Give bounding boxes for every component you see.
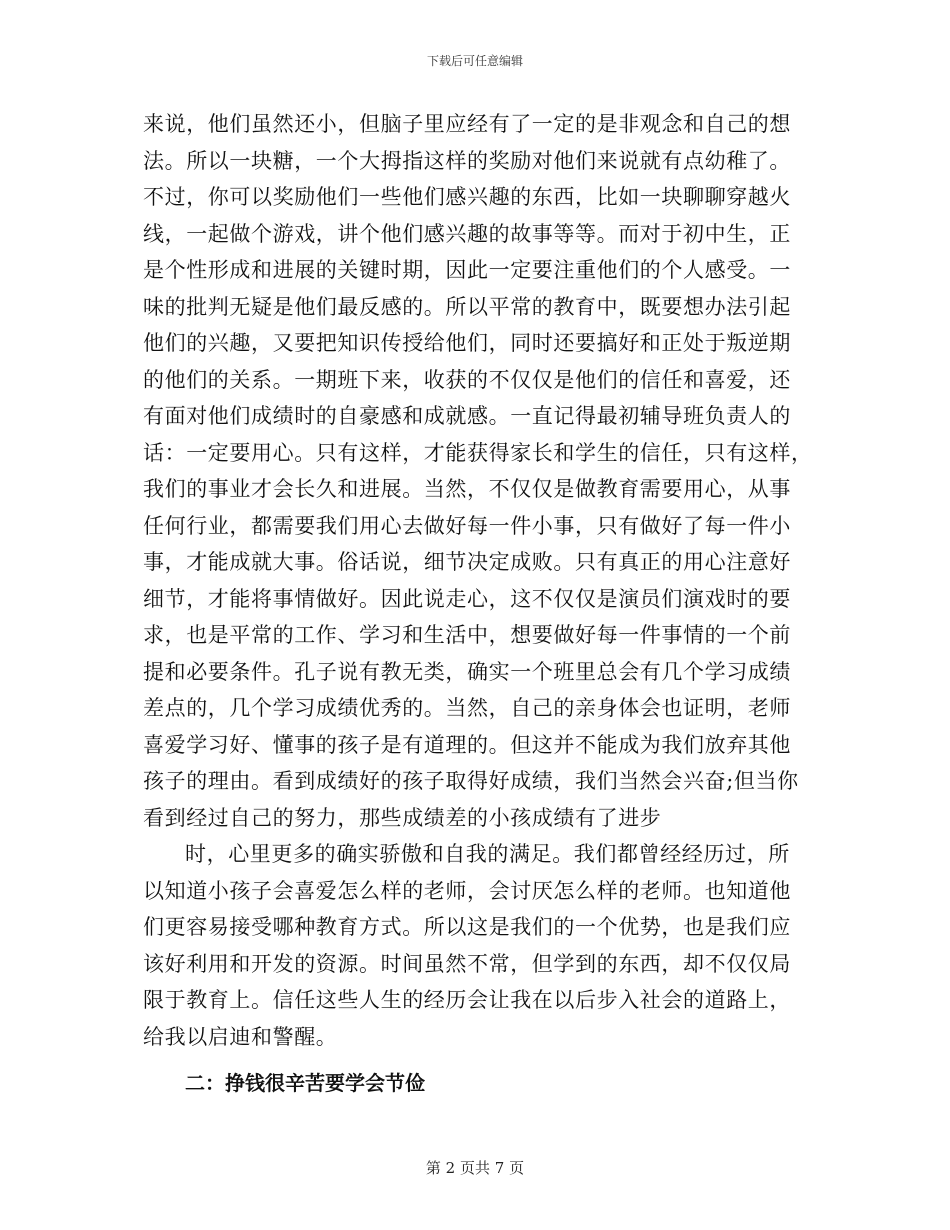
- text-line: 我们的事业才会长久和进展。当然，不仅仅是做教育需要用心，从事: [143, 477, 791, 501]
- text-line: 给我以启迪和警醒。: [143, 1024, 338, 1049]
- text-line: 提和必要条件。孔子说有教无类，确实一个班里总会有几个学习成绩: [143, 659, 791, 684]
- text-line: 他们的兴趣，又要把知识传授给他们，同时还要搞好和正处于叛逆期: [143, 331, 791, 355]
- text-line: 该好利用和开发的资源。时间虽然不常，但学到的东西，却不仅仅局: [143, 951, 791, 976]
- text-line: 的他们的关系。一期班下来，收获的不仅仅是他们的信任和喜爱，还: [143, 367, 791, 392]
- text-line: 法。所以一块糖，一个大拇指这样的奖励对他们来说就有点幼稚了。: [143, 148, 791, 173]
- text-line: 们更容易接受哪种教育方式。所以这是我们的一个优势，也是我们应: [143, 915, 791, 939]
- text-line: 求，也是平常的工作、学习和生活中，想要做好每一件事情的一个前: [143, 623, 791, 647]
- text-line: 来说，他们虽然还小，但脑子里应经有了一定的是非观念和自己的想: [143, 112, 791, 136]
- text-line: 味的批判无疑是他们最反感的。所以平常的教育中，既要想办法引起: [143, 294, 791, 319]
- text-line: 线，一起做个游戏，讲个他们感兴趣的故事等等。而对于初中生，正: [143, 221, 791, 246]
- paragraph-1: [143, 106, 813, 836]
- text-line: 喜爱学习好、懂事的孩子是有道理的。但这并不能成为我们放弃其他: [143, 732, 791, 757]
- page-number: 第 2 页共 7 页: [425, 1159, 525, 1177]
- document-body: [143, 106, 813, 1101]
- text-line: 话：一定要用心。只有这样，才能获得家长和学生的信任，只有这样，: [143, 440, 813, 465]
- text-line: 不过，你可以奖励他们一些他们感兴趣的东西，比如一块聊聊穿越火: [143, 185, 791, 209]
- text-line: 孩子的理由。看到成绩好的孩子取得好成绩，我们当然会兴奋;但当你: [143, 769, 799, 793]
- text-line: 限于教育上。信任这些人生的经历会让我在以后步入社会的道路上，: [143, 988, 791, 1012]
- text-line: 细节，才能将事情做好。因此说走心，这不仅仅是演员们演戏时的要: [143, 586, 791, 611]
- paragraph-2: [143, 836, 808, 1055]
- text-line: 事，才能成就大事。俗话说，细节决定成败。只有真正的用心注意好: [143, 550, 791, 574]
- text-line: 看到经过自己的努力，那些成绩差的小孩成绩有了进步: [143, 805, 662, 830]
- text-line: 有面对他们成绩时的自豪感和成就感。一直记得最初辅导班负责人的: [143, 404, 791, 428]
- text-line: 以知道小孩子会喜爱怎么样的老师，会讨厌怎么样的老师。也知道他: [143, 878, 791, 903]
- section-heading: 二：挣钱很辛苦要学会节俭: [185, 1071, 425, 1095]
- text-line: 时，心里更多的确实骄傲和自我的满足。我们都曾经经历过，所: [185, 842, 790, 866]
- page-header-note: 下载后可任意编辑: [426, 54, 523, 68]
- text-line: 差点的，几个学习成绩优秀的。当然，自己的亲身体会也证明，老师: [143, 696, 791, 720]
- text-line: 是个性形成和进展的关键时期，因此一定要注重他们的个人感受。一: [143, 258, 791, 282]
- text-line: 任何行业，都需要我们用心去做好每一件小事，只有做好了每一件小: [143, 513, 791, 538]
